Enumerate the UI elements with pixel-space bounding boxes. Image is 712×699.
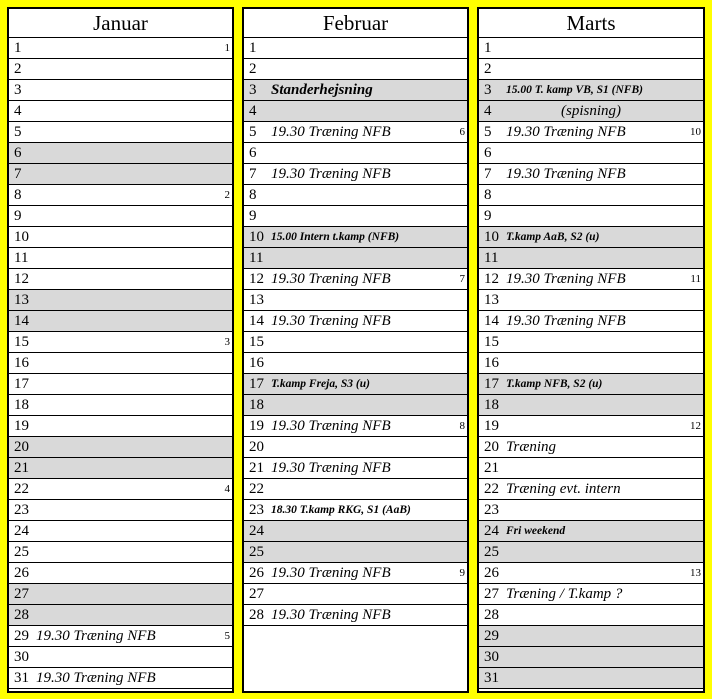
day-row <box>479 437 703 458</box>
week-number: 10 <box>690 126 701 138</box>
event-text: 19.30 Træning NFB <box>506 124 626 140</box>
day-row <box>9 458 232 479</box>
day-number: 17 <box>249 376 264 392</box>
day-number: 14 <box>249 313 264 329</box>
day-row <box>479 311 703 332</box>
week-number: 3 <box>224 336 230 348</box>
day-number: 19 <box>14 418 29 434</box>
day-row <box>479 626 703 647</box>
day-row <box>244 479 467 500</box>
day-row <box>9 395 232 416</box>
day-row <box>244 521 467 542</box>
week-number: 2 <box>224 189 230 201</box>
day-number: 21 <box>14 460 29 476</box>
day-number: 12 <box>14 271 29 287</box>
day-number: 25 <box>249 544 264 560</box>
day-number: 24 <box>484 523 499 539</box>
day-number: 13 <box>249 292 264 308</box>
day-row <box>9 143 232 164</box>
event-text: (spisning) <box>561 103 621 119</box>
day-number: 4 <box>484 103 492 119</box>
day-row <box>479 80 703 101</box>
day-row <box>479 353 703 374</box>
day-number: 5 <box>484 124 492 140</box>
event-text: Standerhejsning <box>271 82 373 98</box>
day-number: 28 <box>249 607 264 623</box>
day-number: 20 <box>14 439 29 455</box>
day-number: 1 <box>249 40 257 56</box>
day-number: 13 <box>14 292 29 308</box>
day-row <box>9 290 232 311</box>
event-text: 19.30 Træning NFB <box>506 166 626 182</box>
day-number: 21 <box>484 460 499 476</box>
day-number: 28 <box>14 607 29 623</box>
day-number: 18 <box>14 397 29 413</box>
day-number: 11 <box>484 250 499 266</box>
day-number: 10 <box>14 229 29 245</box>
week-number: 11 <box>690 273 701 285</box>
day-number: 22 <box>484 481 499 497</box>
day-number: 10 <box>249 229 264 245</box>
day-number: 19 <box>249 418 264 434</box>
day-number: 8 <box>484 187 492 203</box>
day-number: 7 <box>249 166 257 182</box>
day-row <box>244 290 467 311</box>
week-number: 12 <box>690 420 701 432</box>
day-row <box>479 605 703 626</box>
month-title: Marts <box>479 9 703 38</box>
day-row <box>479 458 703 479</box>
day-number: 12 <box>484 271 499 287</box>
day-row <box>244 374 467 395</box>
day-row <box>9 626 232 647</box>
day-row <box>9 248 232 269</box>
day-number: 1 <box>14 40 22 56</box>
event-text: 19.30 Træning NFB <box>506 313 626 329</box>
month-januar <box>7 7 234 693</box>
day-number: 11 <box>14 250 29 266</box>
day-row <box>9 353 232 374</box>
day-row <box>479 500 703 521</box>
event-text: 19.30 Træning NFB <box>271 607 391 623</box>
day-number: 12 <box>249 271 264 287</box>
day-number: 24 <box>14 523 29 539</box>
day-row <box>9 584 232 605</box>
day-number: 2 <box>14 61 22 77</box>
day-number: 26 <box>14 565 29 581</box>
day-row <box>9 374 232 395</box>
day-row <box>9 59 232 80</box>
day-row <box>244 416 467 437</box>
week-number: 13 <box>690 567 701 579</box>
day-number: 15 <box>14 334 29 350</box>
day-number: 3 <box>484 82 492 98</box>
month-februar <box>242 7 469 693</box>
day-row <box>244 206 467 227</box>
day-number: 27 <box>14 586 29 602</box>
day-row <box>479 647 703 668</box>
day-rows <box>9 38 232 689</box>
event-text: 19.30 Træning NFB <box>271 166 391 182</box>
week-number: 8 <box>459 420 465 432</box>
day-row <box>479 668 703 689</box>
day-row <box>479 416 703 437</box>
day-row <box>9 122 232 143</box>
day-row <box>479 164 703 185</box>
day-row <box>244 563 467 584</box>
event-text: 19.30 Træning NFB <box>36 670 156 686</box>
day-row <box>479 479 703 500</box>
event-text: 19.30 Træning NFB <box>36 628 156 644</box>
day-row <box>244 143 467 164</box>
day-number: 23 <box>484 502 499 518</box>
day-number: 22 <box>249 481 264 497</box>
week-number: 1 <box>224 42 230 54</box>
day-number: 26 <box>484 565 499 581</box>
day-row <box>479 143 703 164</box>
day-number: 2 <box>249 61 257 77</box>
day-row <box>479 584 703 605</box>
day-number: 1 <box>484 40 492 56</box>
day-number: 9 <box>14 208 22 224</box>
day-row <box>479 395 703 416</box>
day-number: 11 <box>249 250 264 266</box>
day-row <box>244 437 467 458</box>
day-row <box>9 101 232 122</box>
day-row <box>244 269 467 290</box>
event-text: Træning / T.kamp ? <box>506 586 623 602</box>
day-number: 15 <box>484 334 499 350</box>
day-row <box>479 290 703 311</box>
day-row <box>244 353 467 374</box>
day-row <box>479 521 703 542</box>
day-number: 29 <box>14 628 29 644</box>
day-row <box>9 164 232 185</box>
day-row <box>244 395 467 416</box>
day-row <box>479 542 703 563</box>
day-row <box>244 605 467 626</box>
day-row <box>9 38 232 59</box>
event-text: Fri weekend <box>506 525 566 537</box>
day-row <box>479 206 703 227</box>
month-marts <box>477 7 705 693</box>
day-number: 14 <box>14 313 29 329</box>
day-number: 6 <box>14 145 22 161</box>
day-row <box>9 563 232 584</box>
day-number: 31 <box>484 670 499 686</box>
day-number: 20 <box>484 439 499 455</box>
day-row <box>244 542 467 563</box>
day-number: 30 <box>484 649 499 665</box>
week-number: 6 <box>459 126 465 138</box>
day-number: 8 <box>249 187 257 203</box>
day-number: 22 <box>14 481 29 497</box>
day-row <box>9 479 232 500</box>
day-row <box>9 437 232 458</box>
day-row <box>244 248 467 269</box>
day-number: 14 <box>484 313 499 329</box>
day-number: 26 <box>249 565 264 581</box>
event-text: 19.30 Træning NFB <box>271 565 391 581</box>
day-number: 15 <box>249 334 264 350</box>
day-number: 25 <box>484 544 499 560</box>
event-text: Træning <box>506 439 557 455</box>
day-number: 16 <box>249 355 264 371</box>
day-row <box>9 668 232 689</box>
day-row <box>9 311 232 332</box>
day-row <box>9 521 232 542</box>
day-row <box>479 101 703 122</box>
day-number: 7 <box>484 166 492 182</box>
day-row <box>244 185 467 206</box>
day-row <box>479 563 703 584</box>
day-number: 28 <box>484 607 499 623</box>
day-row <box>244 59 467 80</box>
day-number: 2 <box>484 61 492 77</box>
day-number: 5 <box>14 124 22 140</box>
day-number: 19 <box>484 418 499 434</box>
day-row <box>244 584 467 605</box>
day-row <box>479 248 703 269</box>
event-text: 19.30 Træning NFB <box>271 460 391 476</box>
day-row <box>9 185 232 206</box>
event-text: T.kamp AaB, S2 (u) <box>506 231 600 243</box>
day-row <box>479 332 703 353</box>
day-rows <box>479 38 703 689</box>
event-text: 19.30 Træning NFB <box>271 418 391 434</box>
day-row <box>479 374 703 395</box>
day-number: 16 <box>14 355 29 371</box>
day-number: 29 <box>484 628 499 644</box>
event-text: 19.30 Træning NFB <box>271 124 391 140</box>
day-row <box>244 101 467 122</box>
event-text: 19.30 Træning NFB <box>506 271 626 287</box>
week-number: 5 <box>224 630 230 642</box>
day-number: 27 <box>484 586 499 602</box>
day-number: 17 <box>484 376 499 392</box>
day-row <box>9 227 232 248</box>
event-text: T.kamp NFB, S2 (u) <box>506 378 603 390</box>
day-row <box>244 332 467 353</box>
day-row <box>9 647 232 668</box>
day-row <box>9 206 232 227</box>
day-number: 21 <box>249 460 264 476</box>
month-title: Januar <box>9 9 232 38</box>
week-number: 9 <box>459 567 465 579</box>
day-number: 4 <box>14 103 22 119</box>
day-row <box>244 38 467 59</box>
day-number: 3 <box>249 82 257 98</box>
day-number: 9 <box>249 208 257 224</box>
day-number: 25 <box>14 544 29 560</box>
day-row <box>479 227 703 248</box>
day-number: 27 <box>249 586 264 602</box>
day-number: 23 <box>14 502 29 518</box>
day-row <box>479 38 703 59</box>
event-text: 18.30 T.kamp RKG, S1 (AaB) <box>271 504 411 516</box>
day-row <box>479 185 703 206</box>
day-number: 18 <box>484 397 499 413</box>
day-row <box>244 227 467 248</box>
event-text: 19.30 Træning NFB <box>271 313 391 329</box>
day-rows <box>244 38 467 626</box>
week-number: 7 <box>459 273 465 285</box>
day-number: 17 <box>14 376 29 392</box>
day-row <box>9 605 232 626</box>
day-number: 10 <box>484 229 499 245</box>
day-row <box>9 269 232 290</box>
day-row <box>479 122 703 143</box>
day-row <box>479 269 703 290</box>
day-number: 7 <box>14 166 22 182</box>
day-row <box>9 416 232 437</box>
day-row <box>244 500 467 521</box>
day-row <box>9 80 232 101</box>
day-number: 31 <box>14 670 29 686</box>
week-number: 4 <box>224 483 230 495</box>
event-text: 15.00 Intern t.kamp (NFB) <box>271 231 400 243</box>
day-number: 5 <box>249 124 257 140</box>
event-text: T.kamp Freja, S3 (u) <box>271 378 370 390</box>
day-number: 20 <box>249 439 264 455</box>
event-text: Træning evt. intern <box>506 481 621 497</box>
day-number: 4 <box>249 103 257 119</box>
event-text: 15.00 T. kamp VB, S1 (NFB) <box>506 84 643 96</box>
day-number: 13 <box>484 292 499 308</box>
day-number: 9 <box>484 208 492 224</box>
day-row <box>244 164 467 185</box>
day-number: 24 <box>249 523 264 539</box>
day-number: 6 <box>484 145 492 161</box>
day-row <box>244 80 467 101</box>
month-title: Februar <box>244 9 467 38</box>
day-number: 23 <box>249 502 264 518</box>
event-text: 19.30 Træning NFB <box>271 271 391 287</box>
day-row <box>244 311 467 332</box>
day-number: 18 <box>249 397 264 413</box>
day-row <box>244 458 467 479</box>
day-row <box>9 332 232 353</box>
day-number: 16 <box>484 355 499 371</box>
day-number: 3 <box>14 82 22 98</box>
day-row <box>9 542 232 563</box>
day-number: 6 <box>249 145 257 161</box>
day-row <box>244 122 467 143</box>
day-number: 30 <box>14 649 29 665</box>
day-row <box>479 59 703 80</box>
day-number: 8 <box>14 187 22 203</box>
day-row <box>9 500 232 521</box>
